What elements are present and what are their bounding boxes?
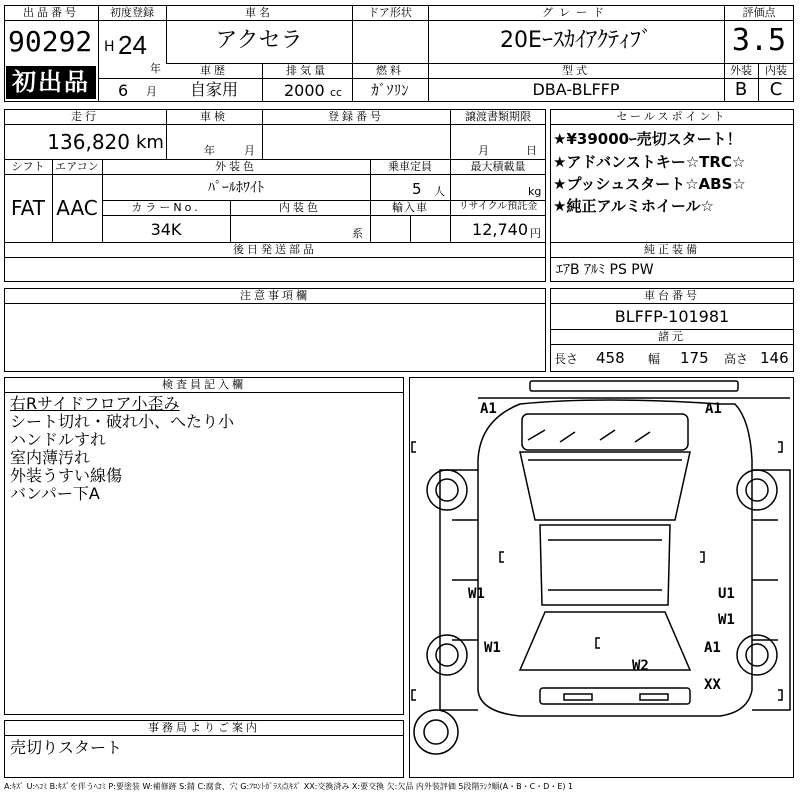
damage-mark: A1 [480,401,497,417]
recycle-unit: 円 [530,227,541,240]
intcolor-unit: 系 [352,227,363,240]
mileage-label: 走行 [71,110,99,123]
import-label: 輸入車 [392,201,428,214]
inspector-line: 室内薄汚れ [10,448,91,467]
load-label: 最大積載量 [470,160,526,173]
insp-year-unit: 年 [204,144,215,157]
office-label: 事務局よりご案内 [148,721,260,734]
damage-mark: A1 [705,401,722,417]
damage-mark: W1 [484,640,501,656]
recycle-label: リサイクル預託金 [458,201,538,212]
first-listing-text: 初出品 [12,68,90,96]
dims-label: 諸元 [658,330,686,343]
month-unit: 月 [146,85,157,98]
score-value: 3.5 [731,23,787,58]
history-value: 自家用 [189,80,238,99]
carname-label: 車名 [245,6,273,19]
color-label: 外装色 [215,160,257,173]
reg-year: 24 [118,30,147,60]
inspector-line: 外装うすい線傷 [10,466,123,485]
regno-label: 登録番号 [328,110,384,123]
inspector-line: バンパー下A [10,484,100,503]
shift-value: FAT [10,196,45,220]
carname: アクセラ [215,28,303,53]
reg-label: 初度登録 [110,6,154,19]
len-value: 458 [596,349,625,367]
disp-unit: cc [330,86,343,99]
damage-mark: U1 [718,586,735,602]
inspection-label: 車検 [200,110,228,123]
damage-mark: W2 [632,658,649,674]
fuel-value: ｶﾞｿﾘﾝ [371,81,409,99]
door-label: ドア形状 [368,6,412,19]
insp-month-unit: 月 [244,144,255,157]
color-value: ﾊﾟｰﾙﾎﾜｲﾄ [208,180,264,196]
capacity-label: 乗車定員 [388,160,432,173]
equipment-value: ｴｱB ｱﾙﾐ PS PW [556,262,654,278]
disp-label: 排気量 [286,64,328,77]
reg-month: 6 [118,81,129,100]
office-value: 売切りスタート [10,738,123,757]
sales-line: ★アドバンストキー☆TRC☆ [553,153,746,171]
chassis-value: BLFFP-101981 [614,307,730,326]
len-label: 長さ [554,352,579,366]
ac-value: AAC [56,196,98,220]
damage-mark: XX [704,677,721,693]
transfer-day-unit: 日 [526,144,537,157]
recycle-value: 12,740 [472,220,528,239]
damage-mark: W1 [468,586,485,602]
shift-label: シフト [11,160,45,173]
legend: A:ｷｽﾞ U:ﾍｺﾐ B:ｷｽﾞを伴うﾍｺﾐ P:要塗装 W:補修跡 S:錆 C:腐食、穴 G:ﾌﾛﾝﾄｶﾞﾗｽ点ｷｽﾞ XX:交換済み X:要交換 欠:欠品 内外装評価 5段階ﾗﾝｸ順(A・B・C・D・E) 1 [4,782,574,791]
reg-era: H [104,39,115,55]
colorno-value: 34K [150,220,182,239]
load-unit: kg [528,185,542,198]
mileage-unit: km [136,132,164,153]
sales-label: セールスポイント [616,110,728,123]
damage-mark: A1 [704,640,721,656]
inspector-line: 右Rサイドフロア小歪み [10,394,180,413]
sales-line: ★純正アルミホイール☆ [553,197,714,215]
sales-line: ★¥39000ｰ売切スタート！ [553,130,742,148]
capacity-unit: 人 [434,185,445,198]
lot-label: 出品番号 [23,6,79,19]
colorno-label: カラーNo. [131,201,201,214]
transfer-month-unit: 月 [478,144,489,157]
hgt-value: 146 [760,349,789,367]
inspector-label: 検査員記入欄 [162,378,246,391]
year-unit: 年 [150,62,161,75]
mileage-value: 136,820 [47,130,130,154]
chassis-label: 車台番号 [644,289,700,302]
notes-label: 注意事項欄 [240,289,310,302]
equipment-label: 純正装備 [644,243,700,256]
wid-label: 幅 [648,352,661,366]
sales-line: ★プッシュスタート☆ABS☆ [553,175,746,193]
lot-number: 90292 [8,25,93,58]
grade-value: 20Eｰｽｶｲｱｸﾃｨﾌﾞ [500,28,652,53]
transfer-label: 譲渡書類期限 [465,110,531,123]
damage-mark: W1 [718,612,735,628]
capacity-value: 5 [412,180,422,198]
int-label: 内装 [765,64,787,77]
ext-label: 外装 [730,64,752,77]
int-value: C [769,79,783,100]
later-parts-label: 後日発送部品 [233,243,317,256]
fuel-label: 燃料 [376,64,404,77]
ac-label: エアコン [55,160,99,173]
inspector-line: ハンドルすれ [10,430,107,449]
intcolor-label: 内装色 [279,201,321,214]
model-label: 型式 [562,64,590,77]
score-label: 評価点 [742,6,776,19]
ext-value: B [734,79,748,100]
history-label: 車歴 [200,64,228,77]
grade-label: グレード [542,6,610,19]
hgt-label: 高さ [724,352,749,366]
model-value: DBA-BLFFP [532,80,620,99]
disp-value: 2000 [284,81,325,100]
inspector-line: シート切れ・破れ小、へたり小 [10,412,235,431]
wid-value: 175 [680,349,709,367]
